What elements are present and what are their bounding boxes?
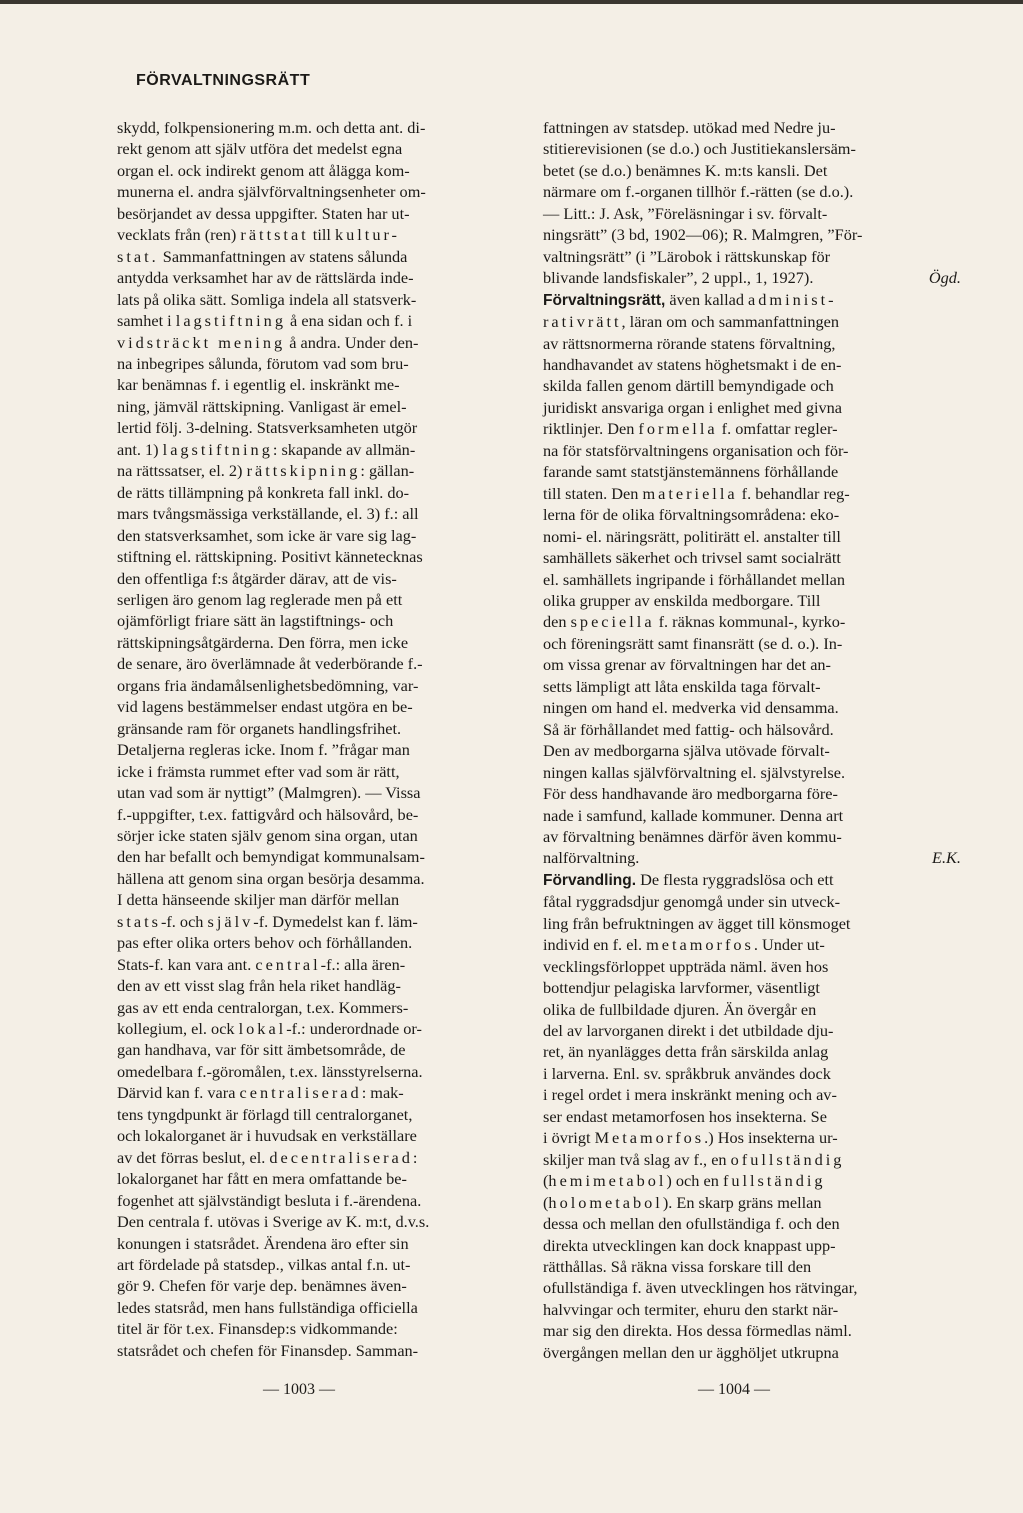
text-line: setts lämpligt att låta enskilda taga förvalt- <box>543 676 821 696</box>
text-line: lats på olika sätt. Somliga indela all statsverk- <box>117 289 417 309</box>
text-line: den offentliga f:s åtgärder därav, att de vis- <box>117 568 397 588</box>
text-line: de rätts tillämpning på konkreta fall inkl. do- <box>117 482 410 502</box>
text-line: bottendjur pelagiska larvformer, väsentligt <box>543 978 820 998</box>
text-line <box>543 847 961 868</box>
text: ) och en <box>666 1171 719 1191</box>
spaced-term: formella <box>638 419 718 439</box>
text: till <box>312 225 331 245</box>
text-line: om vissa grenar av förvaltningen har det an- <box>543 655 831 675</box>
text-line: rekt genom att själv utföra det medelst egna <box>117 139 403 159</box>
text-line: samhällets säkerhet och trivsel samt socialrätt <box>543 548 841 568</box>
text-line: I detta hänseende skiljer man därför mellan <box>117 890 400 910</box>
spaced-term: rativrätt <box>543 312 622 332</box>
text-line: na för statsförvaltningens organisation och för- <box>543 440 849 460</box>
text: f. behandlar reg- <box>741 483 850 503</box>
text-line: nade i samfund, kallade kommuner. Denna art <box>543 805 844 825</box>
text-line: den statsverksamhet, som icke är vare sig lag- <box>117 525 417 545</box>
text-line: juridiskt ansvariga organ i enlighet med givna <box>543 397 843 417</box>
text-line: lertid följ. 3-delning. Statsverksamheten utgör <box>117 418 418 438</box>
text-line: fattningen av statsdep. utökad med Nedre ju- <box>543 118 836 137</box>
text: : mak- <box>361 1083 404 1103</box>
text-line: Detaljerna regleras icke. Inom f. ”frågar man <box>117 740 410 760</box>
text-line <box>117 460 507 481</box>
text-line <box>117 332 507 353</box>
text-line: Den centrala f. utövas i Sverige av K. m:t, d.v.s. <box>117 1212 430 1232</box>
text-line: ofullständiga f. även utvecklingen hos rätvingar, <box>543 1278 858 1298</box>
text-line <box>543 311 961 332</box>
spaced-term: stat. <box>117 246 159 266</box>
spaced-term: administ- <box>748 289 837 309</box>
text: , läran om och sammanfattningen <box>621 312 839 332</box>
text-line: sörjer icke staten själv genom sina organ, utan <box>117 825 418 845</box>
text-line: fogenhet att självständigt besluta i f.-ärendena. <box>117 1190 422 1210</box>
text-line: lokalorganet har fått en mera omfattande be- <box>117 1169 407 1189</box>
spaced-term: Metamorfos <box>594 1128 705 1148</box>
text-line: Så är förhållandet med fattig- och hälsovård. <box>543 719 834 739</box>
text-line: halvvingar och termiter, ehuru den starkt när- <box>543 1299 839 1319</box>
text-line: i regel ordet i mera inskränkt mening och av- <box>543 1085 837 1105</box>
text-line: lerna för de olika förvaltningsområdena: eko- <box>543 505 840 525</box>
text-line: ling från befruktningen av ägget till könsmoget <box>543 913 851 933</box>
text: kollegium, el. ock <box>117 1019 235 1039</box>
text-line: olika de fullbildade djuren. Än övergår en <box>543 999 817 1019</box>
spaced-term: kultur- <box>334 225 400 245</box>
text-line <box>543 869 961 891</box>
text-line: Den av medborgarna själva utövade förvalt- <box>543 741 830 761</box>
text-line: mars tvångsmässiga verkställande, el. 3) f.: all <box>117 504 419 524</box>
author-signature: Ögd. <box>928 268 961 288</box>
text-line: icke i främsta rummet efter vad som är rätt, <box>117 761 400 781</box>
text-line: av rättsnormerna rörande statens förvaltning, <box>543 333 836 353</box>
author-signature: E.K. <box>932 848 961 868</box>
text-line: olika grupper av enskilda medborgare. Till <box>543 590 821 610</box>
text-line <box>117 1018 507 1039</box>
text-line: ningen kallas självförvaltning el. självstyrelse. <box>543 762 846 782</box>
text-line: omedelbara f.-göromålen, t.ex. länsstyrelserna. <box>117 1061 423 1081</box>
text-line: tens tyngdpunkt är förlagd till centralorganet, <box>117 1104 413 1124</box>
text-line: el. samhällets ingripande i förhållandet mellan <box>543 569 846 589</box>
text-line <box>117 954 507 975</box>
text-line <box>543 934 961 955</box>
text-line <box>117 911 507 932</box>
spaced-term: lagstiftning <box>162 439 273 459</box>
text-line: statsrådet och chefen för Finansdep. Samman- <box>117 1340 419 1360</box>
text: å ena sidan och f. i <box>290 311 413 331</box>
text-line: handhavandet av statens höghetsmakt i de en- <box>543 354 842 374</box>
spaced-term: lokal <box>238 1019 287 1039</box>
text-line: ningsrätt” (3 bd, 1902—06); R. Malmgren, ”För- <box>543 225 863 245</box>
text-line: stitierevisionen (se d.o.) och Justitiekanslersäm- <box>543 139 856 159</box>
entry-headword: Förvaltningsrätt, <box>543 291 666 309</box>
text-line: gas av ett enda centralorgan, t.ex. Kommers- <box>117 997 409 1017</box>
text: blivande landsfiskaler”, 2 uppl., 1, 1927). <box>543 268 814 288</box>
text-line: skilda fallen genom därtill bemyndigade och <box>543 376 834 396</box>
text-line: farande samt statstjänstemännens förhållande <box>543 462 839 482</box>
text: vecklats från (ren) <box>117 225 237 245</box>
page-number-right: — 1004 — <box>698 1381 770 1398</box>
spaced-term: materiella <box>642 483 738 503</box>
text-line <box>117 224 507 245</box>
text-line: vid lagens bestämmelser endast utgöra en be- <box>117 697 413 717</box>
text: å andra. Under den- <box>289 332 419 352</box>
text-line: närmare om f.-organen tillhör f.-rätten (se d.o.). <box>543 182 854 202</box>
spaced-term: rättskipning <box>246 461 361 481</box>
text: na rättssatser, el. 2) <box>117 461 243 481</box>
text: -f. och <box>160 911 204 931</box>
spaced-term: lagstiftning <box>175 311 286 331</box>
text-line <box>543 1192 961 1213</box>
spaced-term: speciella <box>570 612 655 632</box>
text-line <box>543 1149 961 1170</box>
spaced-term: hemimetabol <box>548 1171 667 1191</box>
text-line: valtningsrätt” (i ”Lärobok i rättskunskap för <box>543 246 831 266</box>
spaced-term: central <box>255 954 321 974</box>
text-line: antydda verksamhet har av de rättslärda inde- <box>117 268 414 288</box>
text-line <box>117 1147 507 1168</box>
text: Därvid kan f. vara <box>117 1083 236 1103</box>
text-line: pas efter olika orters behov och förhållanden. <box>117 933 413 953</box>
text-line <box>543 611 961 632</box>
text-line: del av larvorganen direkt i det utbildade dju- <box>543 1021 834 1041</box>
text-line: betet (se d.o.) benämnes K. m:ts kansli. Det <box>543 160 828 180</box>
text: Stats-f. kan vara ant. <box>117 954 252 974</box>
text: -f.: underordnade or- <box>286 1019 422 1039</box>
text: av det förras beslut, el. <box>117 1147 266 1167</box>
text-line <box>543 1170 961 1191</box>
text-line: rätthållas. Så räkna vissa forskare till den <box>543 1257 812 1277</box>
text: individ en f. el. <box>543 935 643 955</box>
spaced-term: ofullständig <box>730 1149 845 1169</box>
text-line: titel är för t.ex. Finansdep:s vidkommande: <box>117 1319 398 1339</box>
text: till staten. Den <box>543 483 639 503</box>
text-line: gör 9. Chefen för varje dep. benämnes även- <box>117 1276 407 1296</box>
text: De flesta ryggradslösa och ett <box>640 869 834 889</box>
text-line: gan handhava, var för sitt ämbetsområde, de <box>117 1040 406 1060</box>
text-line: den har befallt och bemyndigat kommunalsam- <box>117 847 425 867</box>
text-line: kar benämnas f. i egentlig el. inskränkt me- <box>117 375 400 395</box>
page-number-left: — 1003 — <box>263 1381 335 1398</box>
text: : gällan- <box>360 461 415 481</box>
text-line: — Litt.: J. Ask, ”Föreläsningar i sv. förvalt- <box>543 203 828 223</box>
text-line <box>117 310 507 331</box>
text-line: besörjandet av dessa uppgifter. Staten har ut- <box>117 203 410 223</box>
text: f. räknas kommunal-, kyrko- <box>658 612 846 632</box>
text: -f.: alla ären- <box>320 954 406 974</box>
text-line <box>543 289 961 311</box>
text-line <box>117 246 507 267</box>
entry-headword: Förvandling. <box>543 871 636 889</box>
text-line: och föreningsrätt samt finansrätt (se d. o.). In- <box>543 633 843 653</box>
spaced-term: fullständig <box>722 1171 826 1191</box>
text-line: ningen om hand el. medverka vid densamma. <box>543 698 839 718</box>
text: samhet i <box>117 311 172 331</box>
text: -f. Dymedelst kan f. läm- <box>253 911 418 931</box>
text-line: na inbegripes sålunda, förutom vad som bru- <box>117 353 409 373</box>
spaced-term: centraliserad <box>239 1083 362 1103</box>
text-line: ret, än nyanlägges detta från särskilda anlag <box>543 1042 829 1062</box>
text-line: vecklingsförloppet uppträda näml. även hos <box>543 956 829 976</box>
text-line: ser endast metamorfosen hos insekterna. Se <box>543 1106 827 1126</box>
spaced-term: själv <box>207 911 254 931</box>
text: ( <box>543 1171 549 1191</box>
text: : <box>412 1147 418 1167</box>
text: Sammanfattningen av statens sålunda <box>162 246 408 266</box>
text-line: organ el. ock indirekt genom att ålägga kom- <box>117 160 410 180</box>
text-line: hällena att genom sina organ besörja desamma. <box>117 868 425 888</box>
text-line: av förvaltning benämnes därför även kommu- <box>543 826 842 846</box>
text-line: utan vad som är nyttigt” (Malmgren). — Vissa <box>117 783 421 803</box>
text-line: i larverna. Enl. sv. språkbruk användes dock <box>543 1063 831 1083</box>
text-line: serligen äro genom lag reglerade men på ett <box>117 589 403 609</box>
text-line: För dess handhavande äro medborgarna före- <box>543 784 838 804</box>
text-line: den av ett visst slag från hela riket handläg- <box>117 976 401 996</box>
text-line: mar sig den direkta. Hos dessa förmedlas näml. <box>543 1321 852 1341</box>
text-line: direkta utvecklingen kan dock knappast upp- <box>543 1235 836 1255</box>
text-line: ning, jämväl rättskipning. Vanligast är emel- <box>117 396 407 416</box>
text: den <box>543 612 567 632</box>
text-line: fåtal ryggradsdjur genomgå under sin utveck- <box>543 892 841 912</box>
text-line <box>117 1082 507 1103</box>
text-line: gränsande ram för organets handlingsfrihet. <box>117 718 402 738</box>
text: riktlinjer. Den <box>543 419 635 439</box>
text: : skapande av allmän- <box>272 439 416 459</box>
text: ( <box>543 1192 549 1212</box>
text: även kallad <box>669 289 744 309</box>
text-line: f.-uppgifter, t.ex. fattigvård och hälsovård, be- <box>117 804 419 824</box>
text-line: munerna el. andra självförvaltningsenheter om- <box>117 182 426 202</box>
text-line: nomi- el. näringsrätt, politirätt el. anstalter till <box>543 526 841 546</box>
text-line: ledes statsråd, men hans fullständiga officiella <box>117 1297 418 1317</box>
text-line: och lokalorganet är i huvudsak en verkställare <box>117 1126 417 1146</box>
spaced-term: rättstat <box>240 225 309 245</box>
text: .) Hos insekterna ur- <box>704 1128 838 1148</box>
text: ant. 1) <box>117 439 159 459</box>
spaced-term: holometabol <box>548 1192 663 1212</box>
text-line: ojämförligt friare sätt än lagstiftnings- och <box>117 611 394 631</box>
text-line: konungen i statsrådet. Ärendena äro efter sin <box>117 1233 409 1253</box>
text-line <box>543 418 961 439</box>
text: i övrigt <box>543 1128 591 1148</box>
text-line: organs fria ändamålsenlighetsbedömning, var- <box>117 675 419 695</box>
spaced-term: metamorfos <box>646 935 754 955</box>
top-border <box>0 0 1023 4</box>
text-line <box>543 483 961 504</box>
text-line: stiftning el. rättskipning. Positivt kännetecknas <box>117 547 423 567</box>
spaced-term: vidsträckt mening <box>117 332 286 352</box>
running-header: FÖRVALTNINGSRÄTT <box>136 72 311 89</box>
text-line: art fördelade på statsdep., vilkas antal f.n. ut- <box>117 1255 411 1275</box>
text: . Under ut- <box>753 935 825 955</box>
text-line: de senare, äro överlämnade åt vederbörande f.- <box>117 654 423 674</box>
left-column <box>117 117 507 1361</box>
text-line <box>543 267 961 288</box>
spaced-term: stats <box>117 911 161 931</box>
text-line: dessa och mellan den ofullständiga f. och den <box>543 1214 840 1234</box>
text: ). En skarp gräns mellan <box>662 1192 822 1212</box>
text-line <box>543 1127 961 1148</box>
right-column <box>543 117 961 1363</box>
text-line: rättskipningsåtgärderna. Den förra, men icke <box>117 632 409 652</box>
text-line <box>117 439 507 460</box>
text-line: övergången mellan den ur ägghöljet utkrupna <box>543 1342 839 1362</box>
text: f. omfattar regler- <box>721 419 838 439</box>
text: nalförvaltning. <box>543 848 640 868</box>
text-line: skydd, folkpensionering m.m. och detta ant. di- <box>117 118 426 137</box>
text: skiljer man två slag av f., en <box>543 1149 727 1169</box>
spaced-term: decentraliserad <box>269 1147 413 1167</box>
